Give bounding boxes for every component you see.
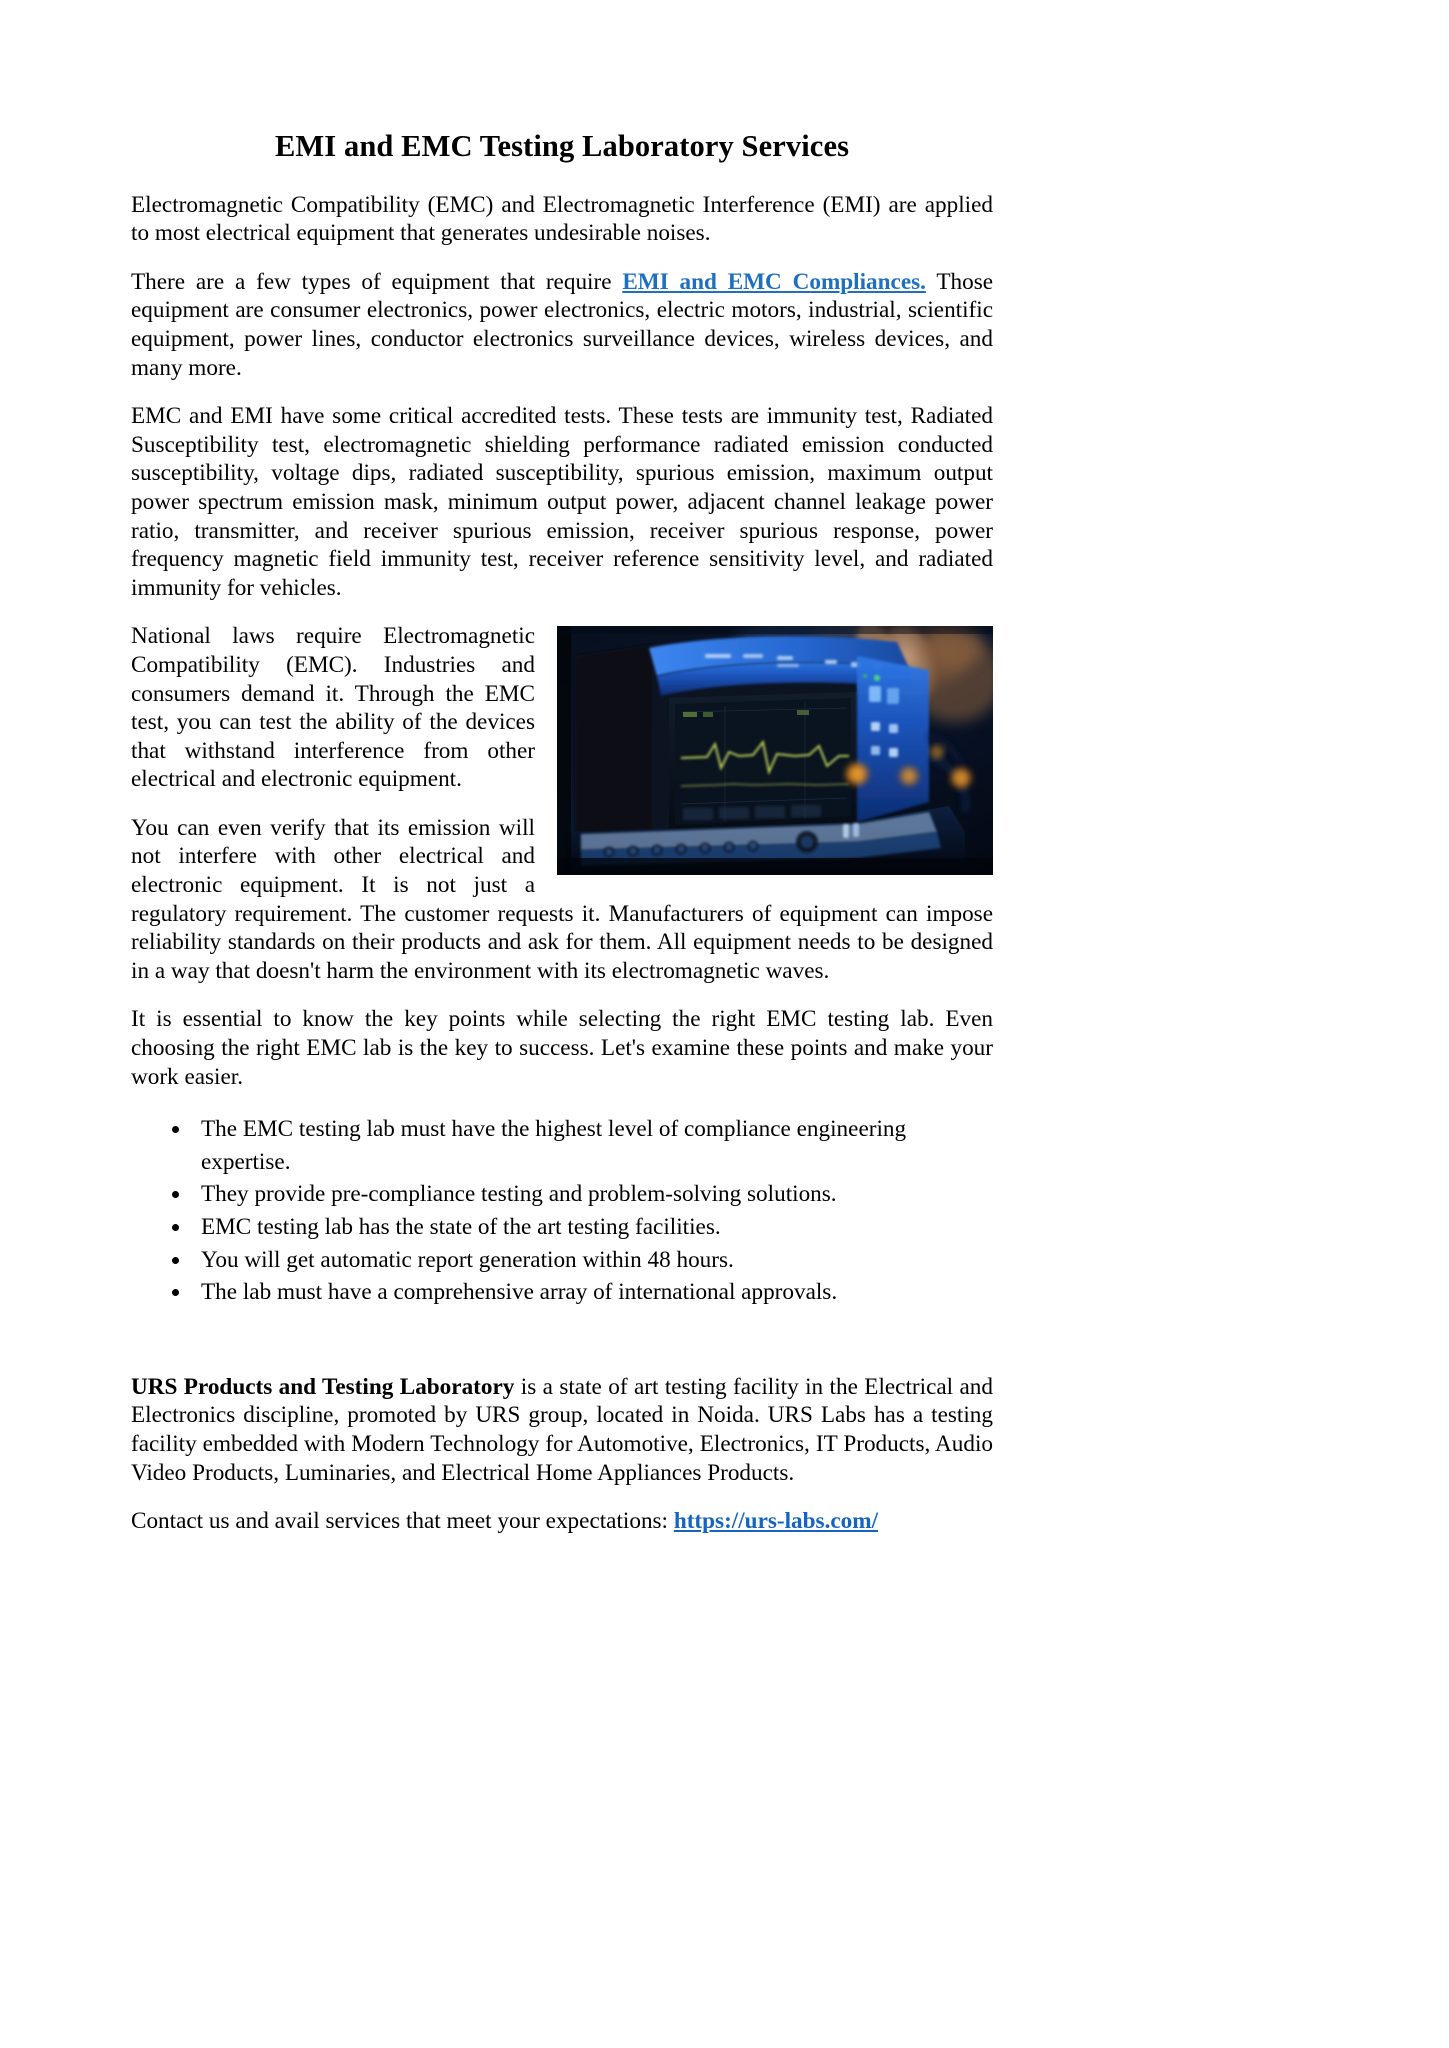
page-title: EMI and EMC Testing Laboratory Services bbox=[274, 129, 850, 163]
section-spacer bbox=[131, 1309, 993, 1373]
key-points-list bbox=[131, 1113, 993, 1309]
paragraph-accredited-tests bbox=[131, 402, 993, 602]
bullet-icon bbox=[172, 1224, 179, 1231]
paragraph-urs-about bbox=[131, 1373, 993, 1487]
document-body bbox=[131, 128, 993, 1536]
list-item-label: The lab must have a comprehensive array of international approvals. bbox=[201, 1279, 838, 1306]
bullet-icon bbox=[172, 1191, 179, 1198]
paragraph-urs-about-text: is a state of art testing facility in the Electrical and Electronics discipline, promoted by URS group, located in Noida. URS Labs has a testing facility embedded with Modern Technology for Automotive, Electronics, IT Products, Audio Video Products, Luminaries, and Electrical Home Appliances Products. bbox=[131, 1373, 993, 1486]
list-item-label: They provide pre-compliance testing and problem-solving solutions. bbox=[201, 1181, 837, 1208]
paragraph-intro-text: Electromagnetic Compatibility (EMC) and Electromagnetic Interference (EMI) are applied to most electrical equipment that generates undesirable noises. bbox=[131, 191, 993, 247]
lab-equipment-photo bbox=[557, 626, 993, 875]
list-item bbox=[131, 1113, 993, 1178]
paragraph-accredited-tests-text: EMC and EMI have some critical accredited tests. These tests are immunity test, Radiated Susceptibility test, electromagnetic shielding performance radiated emission conducted susceptibility, voltage dips, radiated susceptibility, spurious emission, maximum output power spectrum emission mask, minimum output power, adjacent channel leakage power ratio, transmitter, and receiver spurious emission, receiver spurious response, power frequency magnetic field immunity test, receiver reference sensitivity level, and radiated immunity for vehicles. bbox=[131, 403, 993, 601]
paragraph-text-before-link: There are a few types of equipment that require bbox=[131, 268, 623, 295]
paragraph-contact-text: Contact us and avail services that meet your expectations: bbox=[131, 1508, 674, 1535]
list-item-label: You will get automatic report generation within 48 hours. bbox=[201, 1246, 734, 1273]
oscilloscope-photo-illustration bbox=[557, 626, 993, 875]
urs-lab-name: URS Products and Testing Laboratory bbox=[131, 1373, 515, 1400]
list-item bbox=[131, 1211, 993, 1244]
bullet-icon bbox=[172, 1289, 179, 1296]
bullet-icon bbox=[172, 1126, 179, 1133]
paragraph-contact bbox=[131, 1507, 993, 1536]
list-item bbox=[131, 1244, 993, 1277]
paragraph-equipment-types bbox=[131, 268, 993, 382]
paragraph-national-laws-text: National laws require Electromagnetic Compatibility (EMC). Industries and consumers demand it. Through the EMC test, you can test the ability of the devices that withstand interference from other electrical and electronic equipment. bbox=[131, 623, 535, 793]
paragraph-text-after-link: Those equipment are consumer electronics, power electronics, electric motors, industrial, scientific equipment, power lines, conductor electronics surveillance devices, wireless devices, and many more. bbox=[131, 268, 994, 381]
bullet-icon bbox=[172, 1257, 179, 1264]
paragraph-key-points-text: It is essential to know the key points while selecting the right EMC testing lab. Even choosing the right EMC lab is the key to success. Let's examine these points and make your work easier. bbox=[131, 1006, 993, 1090]
emi-emc-compliances-link[interactable]: EMI and EMC Compliances. bbox=[622, 268, 926, 295]
urs-labs-website-link[interactable]: https://urs-labs.com/ bbox=[673, 1508, 879, 1535]
paragraph-key-points bbox=[131, 1005, 993, 1091]
list-item bbox=[131, 1178, 993, 1211]
list-item-label: EMC testing lab has the state of the art testing facilities. bbox=[201, 1214, 721, 1240]
paragraph-verify-emission-text: You can even verify that its emission will not interfere with other electrical and electronic equipment. It is not just a regulatory requirement. The customer requests it. Manufacturers of equipment can impose reliability standards on their products and ask for them. All equipment needs to be designed in a way that doesn't harm the environment with its electromagnetic waves. bbox=[131, 814, 993, 984]
list-item bbox=[131, 1276, 993, 1309]
paragraph-intro bbox=[131, 191, 993, 248]
list-item-label: The EMC testing lab must have the highest level of compliance engineering expertise. bbox=[201, 1116, 907, 1175]
